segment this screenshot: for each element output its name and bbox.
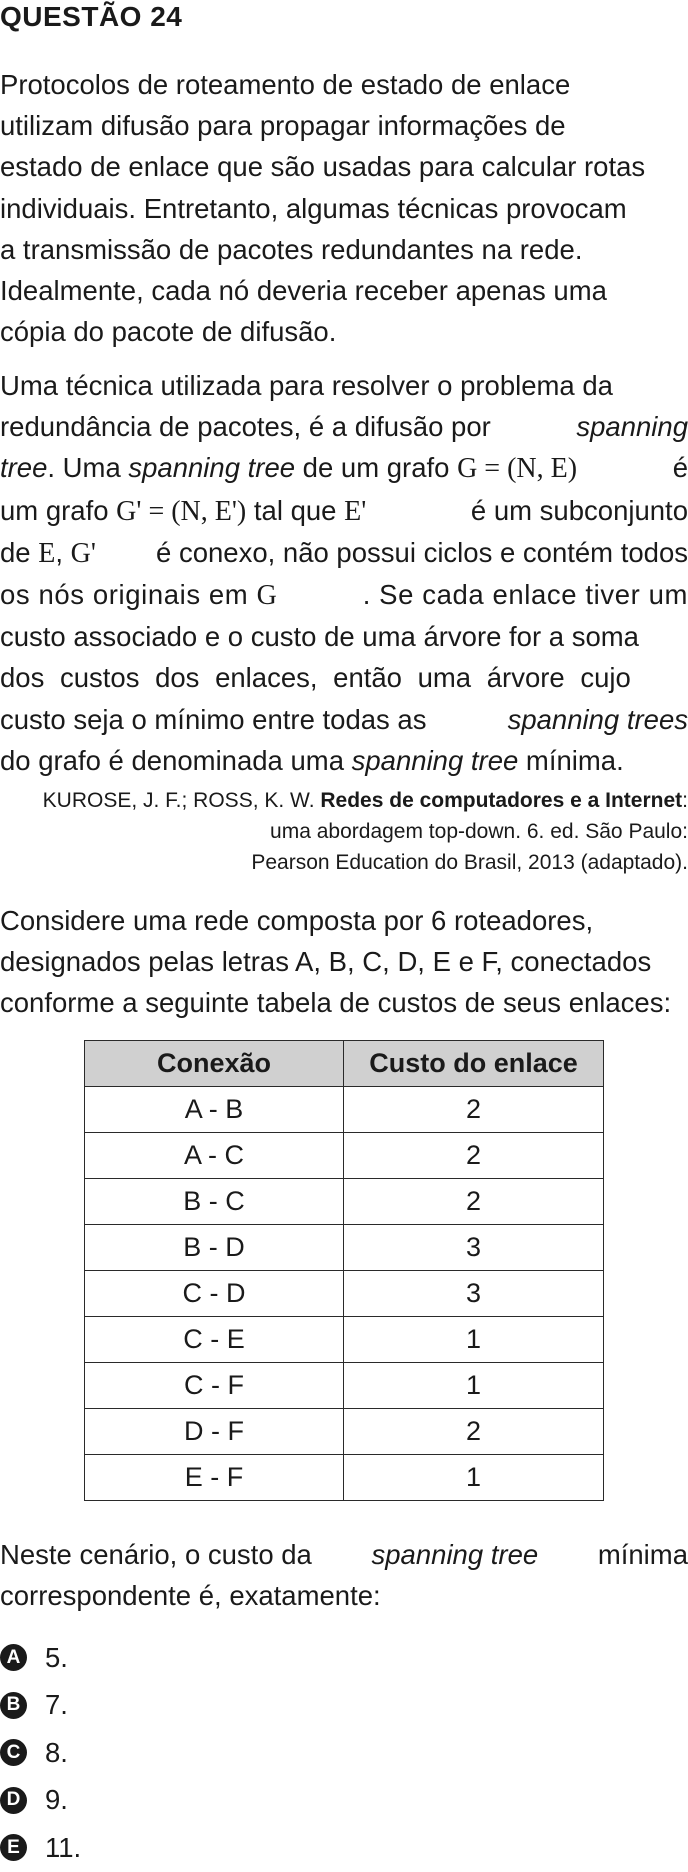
table-row bbox=[85, 1363, 604, 1409]
st-text: redundância de pacotes, é a difusão por bbox=[0, 411, 491, 443]
math-expression: G = (N, E) bbox=[457, 453, 578, 485]
connection-cell: B - C bbox=[85, 1179, 344, 1225]
table-row bbox=[85, 1317, 604, 1363]
st-text: é conexo, não possui ciclos e contém todos bbox=[156, 536, 688, 568]
connection-cell: A - B bbox=[85, 1087, 344, 1133]
cost-cell: 2 bbox=[344, 1087, 604, 1133]
cost-cell: 2 bbox=[344, 1409, 604, 1455]
table-row bbox=[85, 1133, 604, 1179]
ref-line: Pearson Education do Brasil, 2013 (adaptado). bbox=[251, 851, 688, 874]
st-text: do grafo é denominada uma bbox=[0, 744, 352, 776]
option-letter-badge: E bbox=[0, 1834, 27, 1861]
ref-authors: KUROSE, J. F.; ROSS, K. W. bbox=[42, 789, 321, 812]
ref-book-title: Redes de computadores e a Internet bbox=[320, 789, 683, 812]
intro-line: Idealmente, cada nó deveria receber apenas uma bbox=[0, 275, 607, 307]
table-row bbox=[85, 1179, 604, 1225]
option-letter-badge: C bbox=[0, 1739, 27, 1766]
math-expression: E' bbox=[344, 495, 367, 527]
prompt-line bbox=[0, 1534, 688, 1575]
connection-cell: A - C bbox=[85, 1133, 344, 1179]
st-line: Uma técnica utilizada para resolver o problema da bbox=[0, 370, 613, 401]
st-line bbox=[0, 447, 688, 489]
intro-line: a transmissão de pacotes redundantes na rede. bbox=[0, 233, 583, 265]
intro-paragraph bbox=[0, 64, 688, 352]
st-line bbox=[0, 574, 688, 616]
st-text: , bbox=[55, 536, 71, 568]
table-row bbox=[85, 1409, 604, 1455]
prompt-text: Neste cenário, o custo da bbox=[0, 1539, 312, 1570]
st-line bbox=[0, 532, 688, 574]
ref-colon: : bbox=[682, 789, 688, 812]
intro-line: estado de enlace que são usadas para calcular rotas bbox=[0, 151, 646, 183]
st-line: dos custos dos enlaces, então uma árvore cujo bbox=[0, 662, 631, 694]
question-prompt bbox=[0, 1534, 688, 1616]
option-text: 9. bbox=[45, 1784, 68, 1816]
st-italic: spanning tree bbox=[128, 452, 296, 484]
option-d[interactable] bbox=[0, 1777, 81, 1825]
st-text: . Uma bbox=[47, 452, 129, 484]
st-line: custo associado e o custo de uma árvore for a soma bbox=[0, 621, 639, 653]
math-expression: G bbox=[256, 580, 278, 612]
option-a[interactable] bbox=[0, 1634, 81, 1682]
st-text: um grafo bbox=[0, 494, 117, 526]
st-text: é bbox=[672, 452, 688, 484]
st-text: . Se cada enlace tiver um bbox=[362, 579, 688, 611]
intro-line: cópia do pacote de difusão. bbox=[0, 316, 337, 348]
table-row bbox=[85, 1087, 604, 1133]
prompt-italic: spanning tree bbox=[371, 1539, 539, 1570]
connection-cell: C - F bbox=[85, 1363, 344, 1409]
intro-line: utilizam difusão para propagar informações de bbox=[0, 110, 566, 142]
bibliographic-reference bbox=[0, 785, 688, 878]
st-line bbox=[0, 699, 688, 740]
st-italic: spanning tree bbox=[351, 744, 519, 776]
st-text: tal que bbox=[246, 494, 345, 526]
header-cost: Custo do enlace bbox=[344, 1041, 604, 1087]
option-text: 5. bbox=[45, 1641, 68, 1673]
st-line bbox=[0, 740, 688, 781]
connection-cell: B - D bbox=[85, 1225, 344, 1271]
spanning-tree-paragraph bbox=[0, 365, 688, 781]
option-e[interactable] bbox=[0, 1824, 81, 1872]
cost-cell: 1 bbox=[344, 1455, 604, 1501]
table-row bbox=[85, 1225, 604, 1271]
cost-cell: 3 bbox=[344, 1225, 604, 1271]
st-text: mínima. bbox=[518, 744, 624, 776]
option-letter-badge: B bbox=[0, 1692, 27, 1719]
intro-line: individuais. Entretanto, algumas técnicas provocam bbox=[0, 192, 627, 224]
st-italic: spanning bbox=[576, 411, 688, 443]
table-row bbox=[85, 1455, 604, 1501]
connection-cell: C - E bbox=[85, 1317, 344, 1363]
connection-cell: C - D bbox=[85, 1271, 344, 1317]
answer-options bbox=[0, 1634, 81, 1872]
cost-cell: 3 bbox=[344, 1271, 604, 1317]
link-cost-table bbox=[84, 1040, 604, 1501]
option-letter-badge: D bbox=[0, 1787, 27, 1814]
option-text: 7. bbox=[45, 1689, 68, 1721]
st-line bbox=[0, 406, 688, 447]
st-line bbox=[0, 490, 688, 532]
st-italic: spanning trees bbox=[507, 703, 688, 735]
net-line: designados pelas letras A, B, C, D, E e F, conectados bbox=[0, 946, 652, 978]
cost-cell: 2 bbox=[344, 1133, 604, 1179]
cost-cell: 1 bbox=[344, 1363, 604, 1409]
math-expression: G' bbox=[70, 537, 96, 569]
cost-cell: 2 bbox=[344, 1179, 604, 1225]
table-row bbox=[85, 1271, 604, 1317]
intro-line: Protocolos de roteamento de estado de enlace bbox=[0, 69, 571, 100]
net-line: conforme a seguinte tabela de custos de seus enlaces: bbox=[0, 987, 672, 1019]
st-italic: tree bbox=[0, 452, 48, 484]
st-text: os nós originais em bbox=[0, 579, 257, 611]
net-line: Considere uma rede composta por 6 roteadores, bbox=[0, 905, 594, 936]
ref-line: uma abordagem top-down. 6. ed. São Paulo: bbox=[270, 820, 688, 843]
cost-cell: 1 bbox=[344, 1317, 604, 1363]
st-text: é um subconjunto bbox=[470, 494, 688, 526]
network-paragraph bbox=[0, 900, 688, 1024]
prompt-text: mínima bbox=[597, 1539, 688, 1570]
connection-cell: E - F bbox=[85, 1455, 344, 1501]
math-expression: E bbox=[38, 537, 56, 569]
question-title: QUESTÃO 24 bbox=[0, 1, 183, 32]
connection-cell: D - F bbox=[85, 1409, 344, 1455]
option-b[interactable] bbox=[0, 1682, 81, 1730]
st-text: custo seja o mínimo entre todas as bbox=[0, 703, 427, 735]
option-c[interactable] bbox=[0, 1729, 81, 1777]
table-header-row bbox=[85, 1041, 604, 1087]
header-connection: Conexão bbox=[85, 1041, 344, 1087]
st-text: de bbox=[0, 536, 39, 568]
option-letter-badge: A bbox=[0, 1644, 27, 1671]
option-text: 8. bbox=[45, 1736, 68, 1768]
option-text: 11. bbox=[45, 1831, 82, 1863]
st-text: de um grafo bbox=[295, 452, 458, 484]
math-expression: G' = (N, E') bbox=[116, 495, 247, 527]
prompt-line: correspondente é, exatamente: bbox=[0, 1580, 381, 1612]
